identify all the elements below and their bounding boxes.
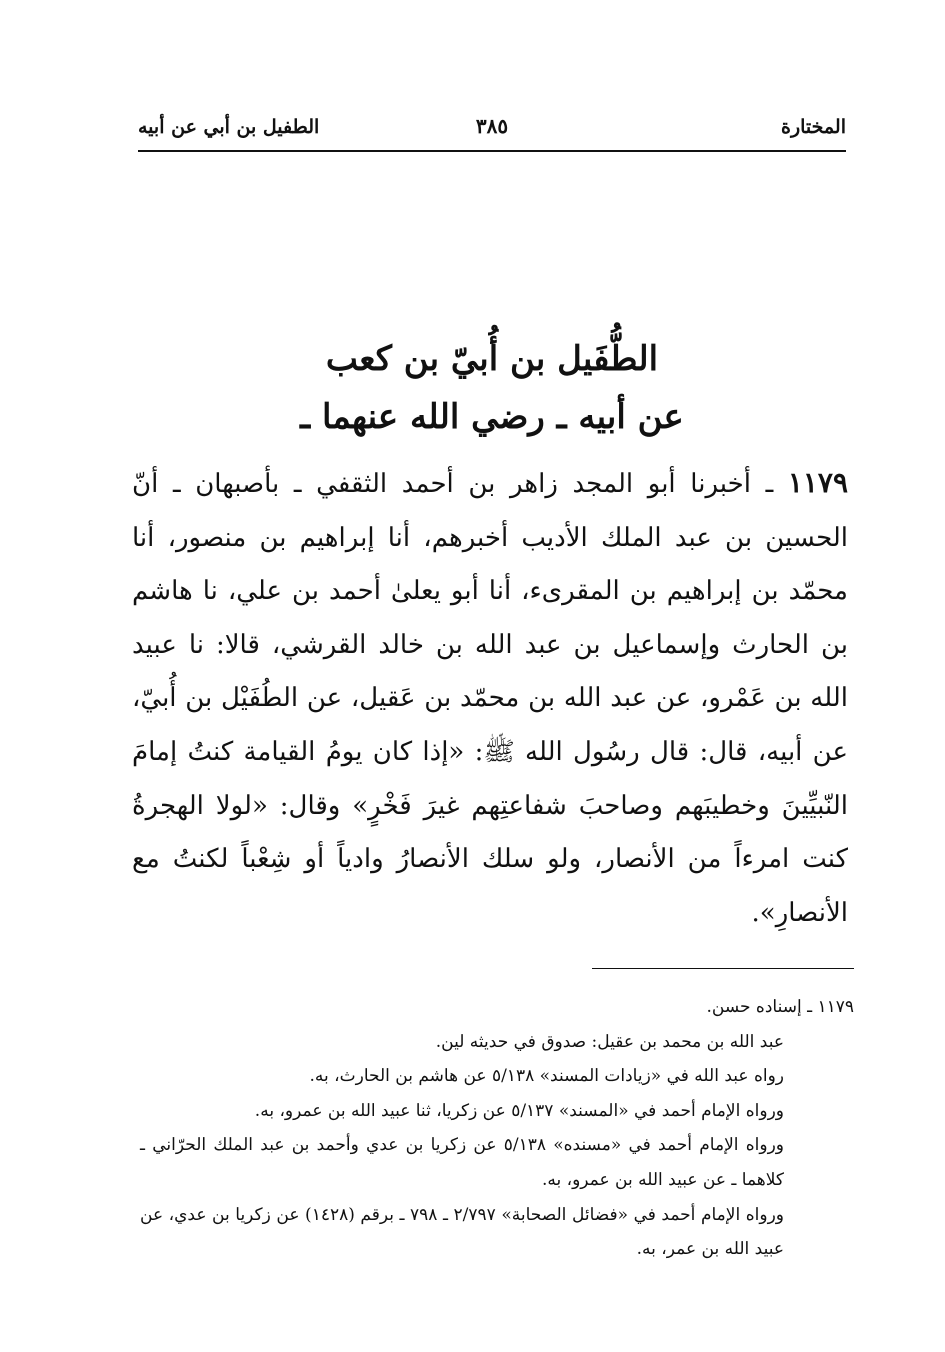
footnote-line: ورواه الإمام أحمد في «المسند» ٥/١٣٧ عن زكريا، ثنا عبيد الله بن عمرو، به. (254, 1100, 784, 1121)
header-rule (138, 150, 846, 152)
footnotes (140, 990, 854, 1267)
footnote-separator (592, 968, 854, 969)
section-title-line-1: الطُّفَيل بن أُبيّ بن كعب (325, 339, 659, 379)
footnote-head: ١١٧٩ ـ إسناده حسن. (706, 997, 854, 1017)
footnote-line: ورواه الإمام أحمد في «فضائل الصحابة» ٢/٧٩٧ ـ ٧٩٨ ـ برقم (١٤٢٨) عن زكريا بن عدي، عن عبيد الله بن عمر، به. (140, 1204, 784, 1260)
page-number: ٣٨٥ (475, 114, 509, 138)
section-title-line-2: عن أبيه ـ رضي الله عنهما ـ (300, 397, 684, 437)
hadith-text: ـ أخبرنا أبو المجد زاهر بن أحمد الثقفي ـ بأصبهان ـ أنّ الحسين بن عبد الملك الأديب أخبرهم، أنا إبراهيم بن منصور، أنا محمّد بن إبراهيم بن المقرىء، أنا أبو يعلىٰ أحمد بن علي، نا هاشم بن الحارث وإسماعيل بن عبد الله بن خالد القرشي، قالا: نا عبيد الله بن عَمْرو، عن عبد الله بن محمّد بن عَقيل، عن الطُفَيْل بن أُبيّ، عن أبيه، قال: قال رسُول الله ﷺ: «إذا كان يومُ القيامة كنتُ إمامَ النّبيِّينَ وخطيبَهم وصاحبَ شفاعتِهم غيرَ فَخْرٍ» وقال: «لولا الهجرةُ كنت امرءاً من الأنصار، ولو سلك الأنصارُ وادياً أو شِعْباً لكنتُ مع الأنصارِ». (132, 469, 848, 928)
footnote-line: رواه عبد الله في «زيادات المسند» ٥/١٣٨ عن هاشم بن الحارث، به. (309, 1066, 784, 1087)
hadith-paragraph (132, 456, 848, 940)
chapter-title: الطفيل بن أبي عن أبيه (138, 116, 320, 138)
running-header (138, 112, 846, 148)
footnote-line: ورواه الإمام أحمد في «مسنده» ٥/١٣٨ عن زكريا بن عدي وأحمد بن عبد الملك الحرّاني ـ كلاهما ـ عن عبيد الله بن عمرو، به. (140, 1135, 784, 1190)
section-title (138, 330, 846, 446)
footnote-line: عبد الله بن محمد بن عقيل: صدوق في حديثه لين. (435, 1031, 784, 1052)
hadith-number: ١١٧٩ (787, 466, 848, 499)
footnote-body (140, 1025, 854, 1267)
book-title: المختارة (781, 116, 846, 138)
